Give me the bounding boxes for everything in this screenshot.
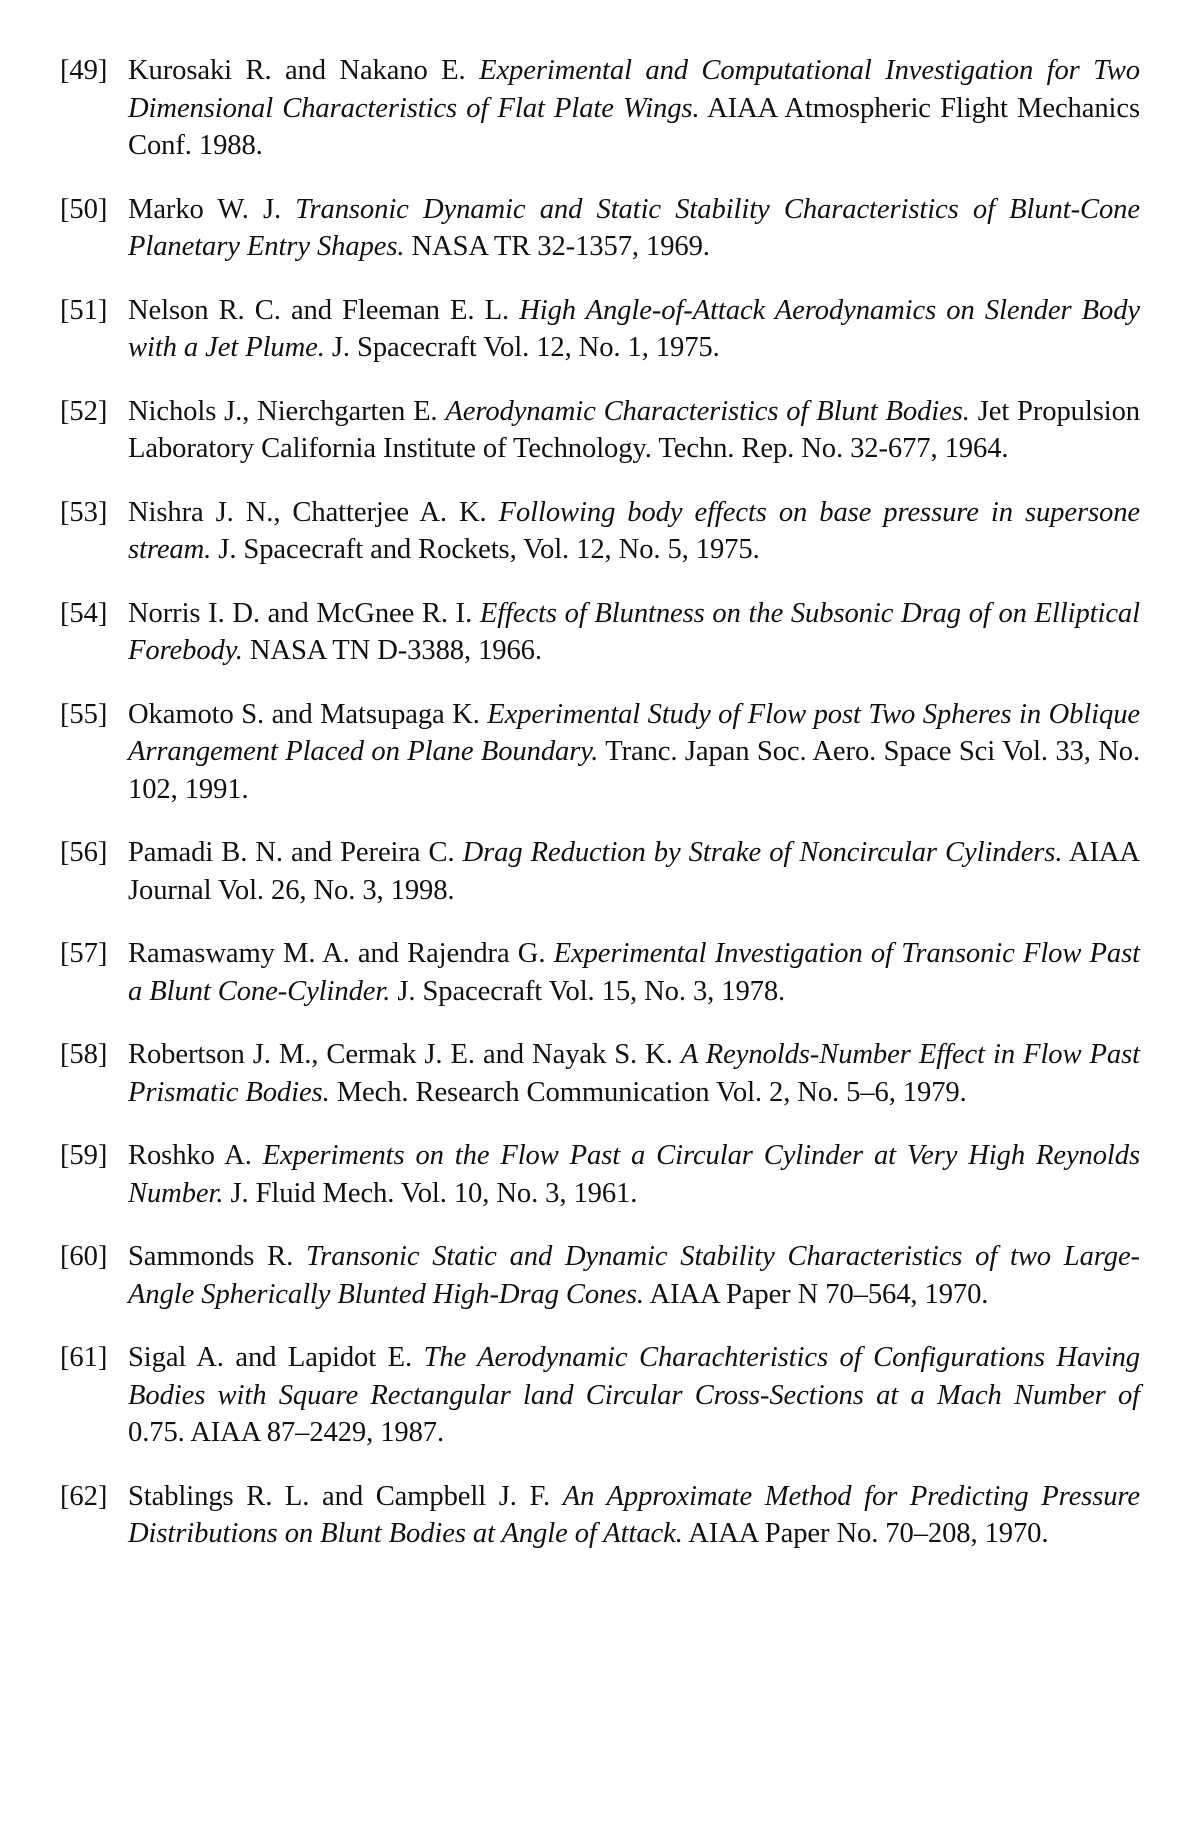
reference-number: [60] [60,1238,107,1276]
reference-number: [59] [60,1137,107,1175]
reference-authors: Ramaswamy M. A. and Rajendra G. [128,938,545,969]
reference-source: J. Spacecraft and Rockets, Vol. 12, No. 5, 1975. [218,534,759,565]
reference-authors: Sammonds R. [128,1241,293,1272]
reference-title: High Angle-of-Attack Aerodynamics on Slender Body with a Jet Plume. [128,295,1140,364]
reference-list [60,52,1140,1579]
reference-source: Mech. Research Communication Vol. 2, No. 5–6, 1979. [337,1077,967,1108]
reference-source: AIAA 87–2429, 1987. [190,1417,444,1448]
reference-authors: Norris I. D. and McGnee R. I. [128,598,472,629]
reference-title: Experimental Investigation of Transonic Flow Past a Blunt Cone-Cylinder. [128,938,1140,1007]
reference-source: J. Spacecraft Vol. 15, No. 3, 1978. [397,976,785,1007]
reference-number: [49] [60,52,107,90]
reference-number: [61] [60,1339,107,1377]
reference-authors: Nishra J. N., Chatterjee A. K. [128,497,487,528]
reference-number: [56] [60,834,107,872]
reference-item [60,696,1140,809]
reference-item [60,393,1140,468]
reference-item [60,1478,1140,1553]
reference-item [60,935,1140,1010]
reference-source: AIAA Atmospheric Flight Mechanics Conf. 1988. [128,93,1140,162]
reference-authors: Kurosaki R. and Nakano E. [128,55,466,86]
reference-authors: Robertson J. M., Cermak J. E. and Nayak S. K. [128,1039,673,1070]
reference-source: AIAA Paper N 70–564, 1970. [649,1279,988,1310]
reference-item [60,292,1140,367]
reference-item [60,1137,1140,1212]
reference-title: Transonic Static and Dynamic Stability Characteristics of two Large-Angle Spherically Blunted High-Drag Cones. [128,1241,1140,1310]
reference-source: AIAA Paper No. 70–208, 1970. [688,1518,1048,1549]
reference-authors: Pamadi B. N. and Pereira C. [128,837,455,868]
reference-source: J. Fluid Mech. Vol. 10, No. 3, 1961. [230,1178,637,1209]
reference-page [0,0,1200,1825]
reference-number: [52] [60,393,107,431]
reference-item [60,52,1140,165]
reference-authors: Okamoto S. and Matsupaga K. [128,699,480,730]
reference-number: [55] [60,696,107,734]
reference-authors: Stablings R. L. and Campbell J. F. [128,1481,550,1512]
reference-source: AIAA Journal Vol. 26, No. 3, 1998. [128,837,1140,906]
reference-authors: Sigal A. and Lapidot E. [128,1342,412,1373]
reference-title: Experimental and Computational Investigation for Two Dimensional Characteristics of Flat Plate Wings. [128,55,1140,124]
reference-number: [58] [60,1036,107,1074]
reference-title: Drag Reduction by Strake of Noncircular Cylinders. [463,837,1063,868]
reference-number: [51] [60,292,107,330]
reference-title: Effects of Bluntness on the Subsonic Drag of on Elliptical Forebody. [128,598,1140,667]
reference-source: Jet Propulsion Laboratory California Institute of Technology. Techn. Rep. No. 32-677, 1964. [128,396,1140,465]
reference-title: Experiments on the Flow Past a Circular Cylinder at Very High Reynolds Number. [128,1140,1140,1209]
reference-title: Experimental Study of Flow post Two Spheres in Oblique Arrangement Placed on Plane Boundary. [128,699,1140,768]
reference-item [60,191,1140,266]
reference-source: NASA TR 32-1357, 1969. [412,231,710,262]
reference-number: [54] [60,595,107,633]
reference-mach-value: 0.75. [128,1417,185,1448]
reference-title: An Approximate Method for Predicting Pressure Distributions on Blunt Bodies at Angle of Attack. [128,1481,1140,1550]
reference-title: Transonic Dynamic and Static Stability Characteristics of Blunt-Cone Planetary Entry Shapes. [128,194,1140,263]
reference-title: Following body effects on base pressure in supersone stream. [128,497,1140,566]
reference-source: J. Spacecraft Vol. 12, No. 1, 1975. [332,332,720,363]
reference-number: [62] [60,1478,107,1516]
reference-item [60,834,1140,909]
reference-number: [50] [60,191,107,229]
reference-title: A Reynolds-Number Effect in Flow Past Prismatic Bodies. [128,1039,1140,1108]
reference-title: Aerodynamic Characteristics of Blunt Bodies. [445,396,969,427]
reference-item [60,595,1140,670]
reference-authors: Roshko A. [128,1140,252,1171]
reference-source: Tranc. Japan Soc. Aero. Space Sci Vol. 33, No. 102, 1991. [128,736,1140,805]
reference-number: [57] [60,935,107,973]
reference-item [60,494,1140,569]
reference-item [60,1036,1140,1111]
reference-source: NASA TN D-3388, 1966. [250,635,542,666]
reference-authors: Nichols J., Nierchgarten E. [128,396,438,427]
reference-number: [53] [60,494,107,532]
reference-item [60,1339,1140,1452]
reference-authors: Nelson R. C. and Fleeman E. L. [128,295,509,326]
reference-title: The Aerodynamic Charachteristics of Configurations Having Bodies with Square Rectangular land Circular Cross-Sections at a Mach Number of [128,1342,1140,1411]
reference-item [60,1238,1140,1313]
reference-authors: Marko W. J. [128,194,281,225]
